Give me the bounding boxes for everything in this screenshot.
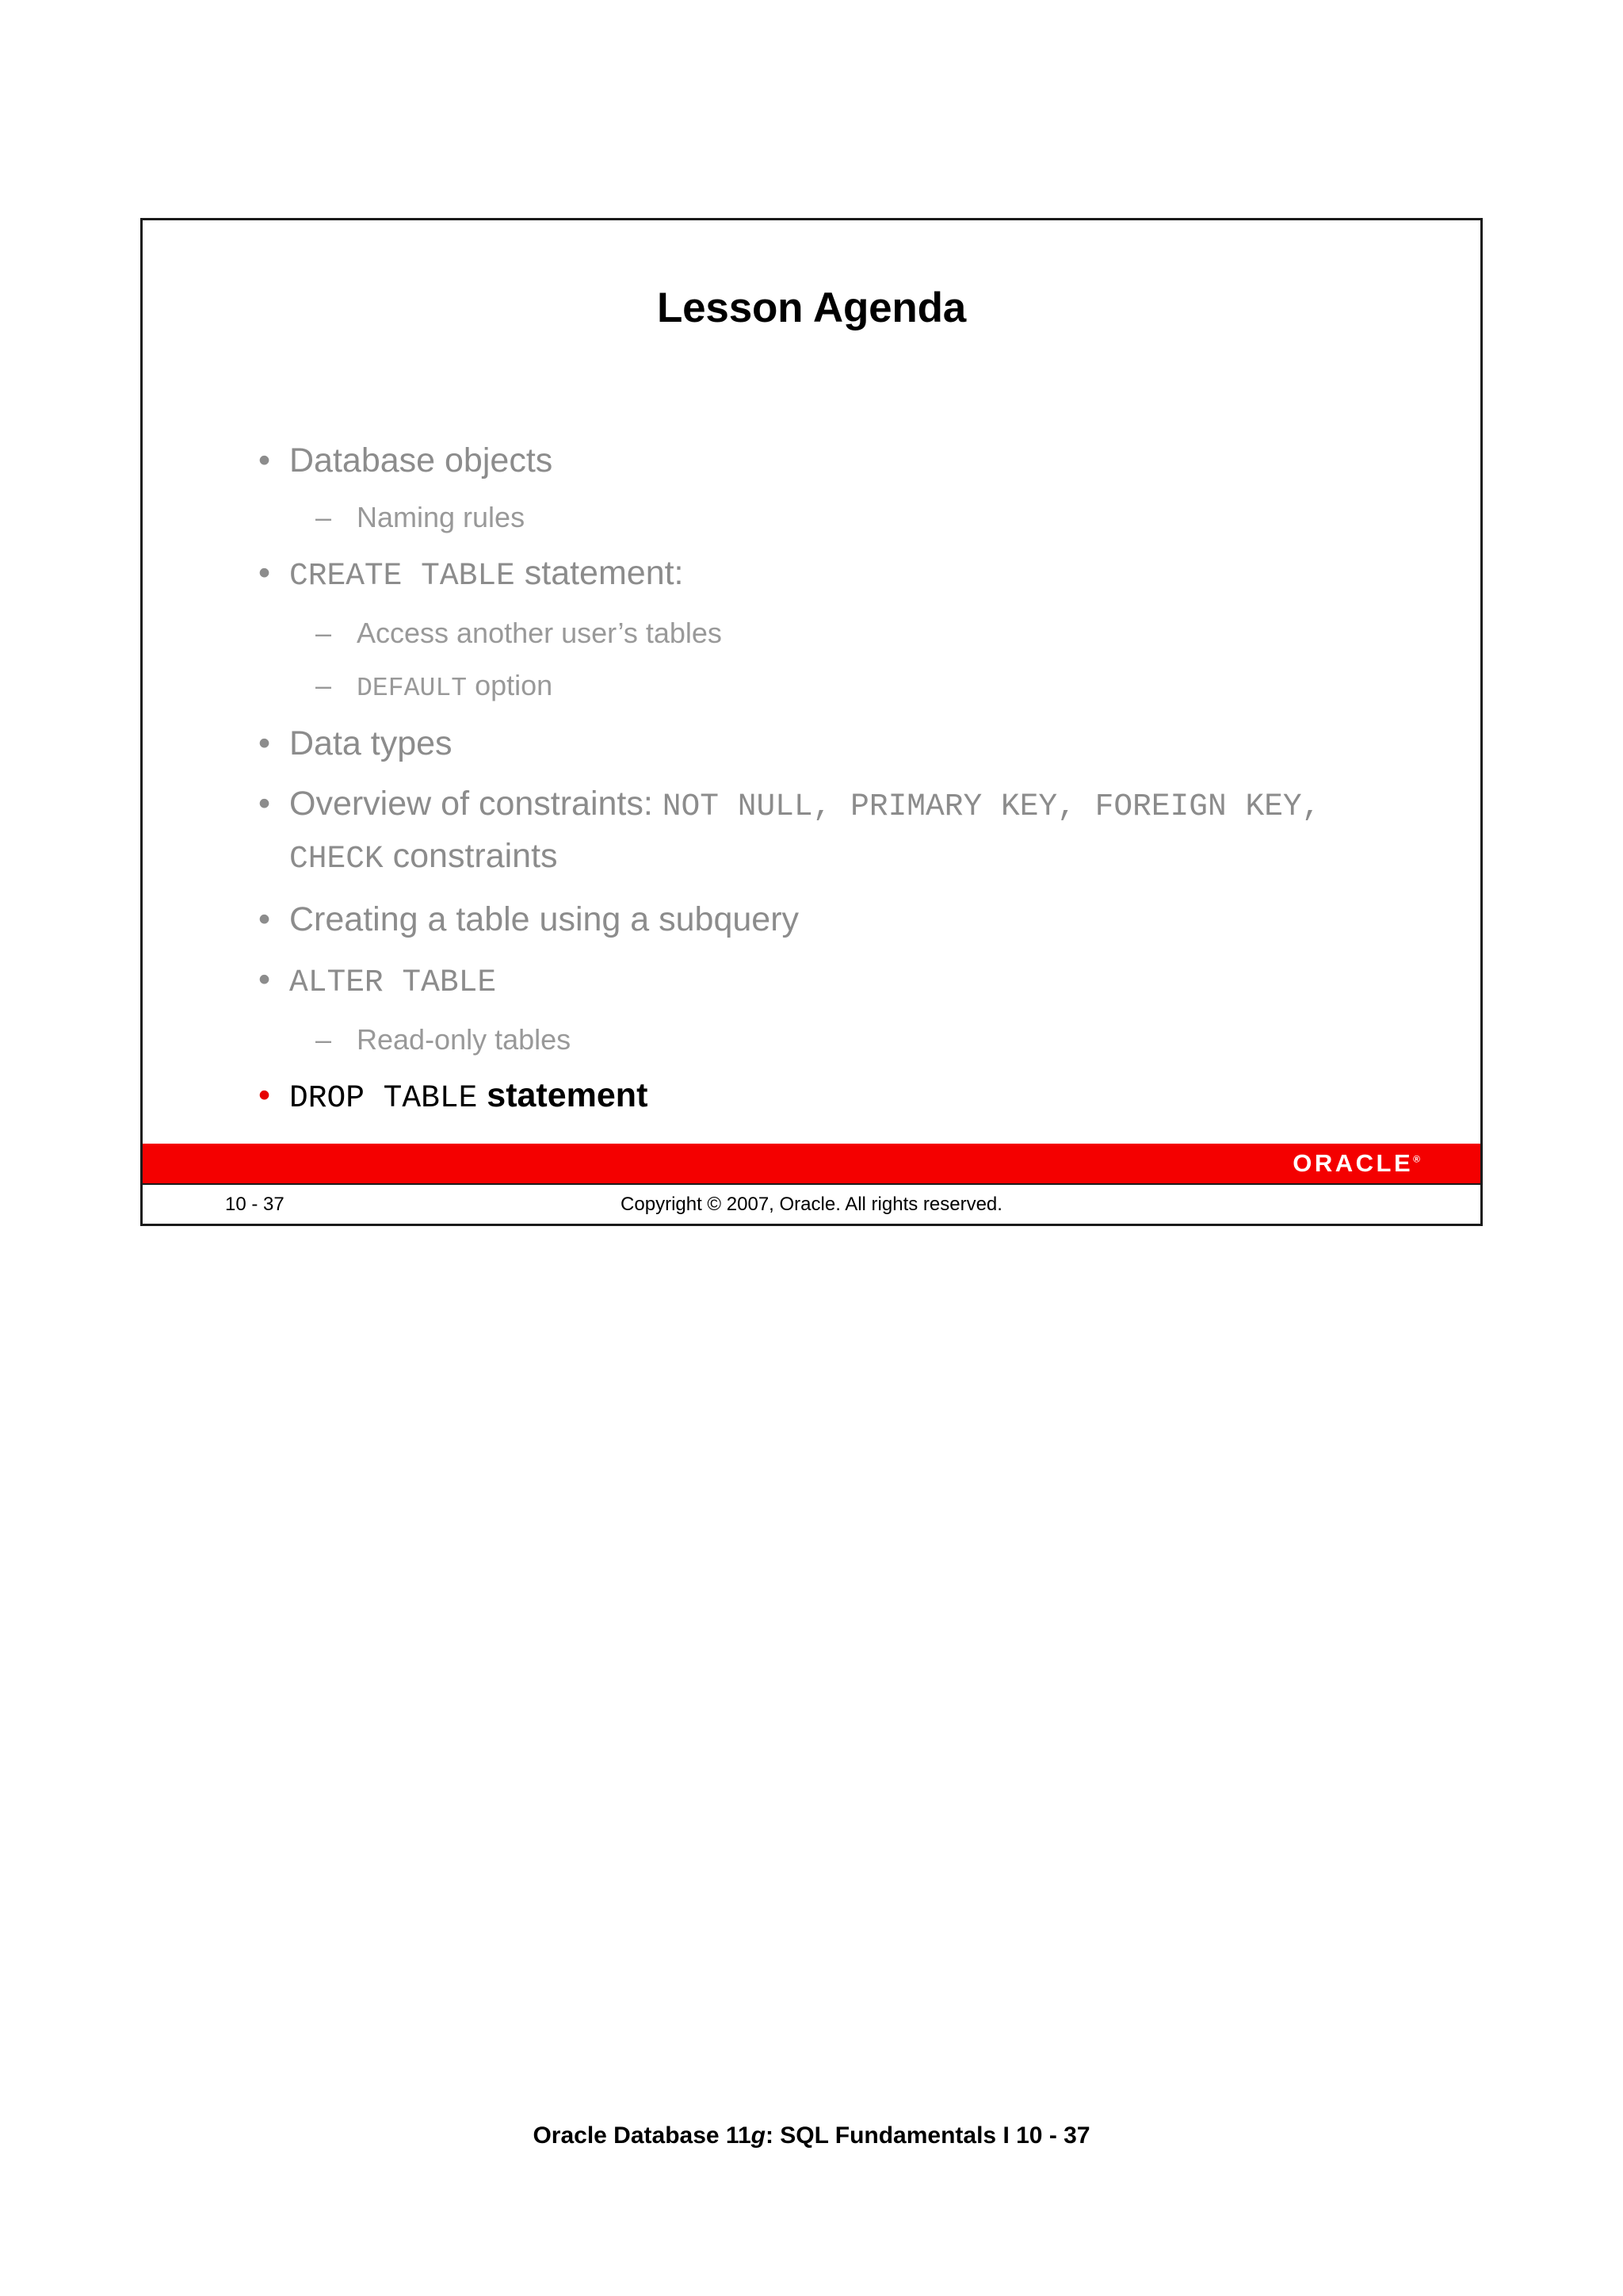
dot-bullet-icon: • bbox=[258, 554, 271, 592]
sql-keyword-text: DROP TABLE bbox=[289, 1080, 478, 1116]
dash-bullet-icon: – bbox=[315, 1023, 332, 1056]
agenda-text: Creating a table using a subquery bbox=[289, 900, 800, 938]
agenda-subitem bbox=[254, 612, 1403, 655]
dash-bullet-icon: – bbox=[315, 501, 332, 533]
agenda-subitem bbox=[254, 496, 1403, 539]
slide-title: Lesson Agenda bbox=[656, 285, 967, 331]
agenda-item bbox=[254, 955, 1403, 1007]
copyright-notice: Copyright © 2007, Oracle. All rights reserved. bbox=[621, 1194, 1002, 1215]
agenda-item bbox=[254, 436, 1403, 485]
agenda-text: Overview of constraints: bbox=[289, 785, 663, 823]
sql-keyword-text: CREATE TABLE bbox=[289, 558, 515, 594]
agenda-item bbox=[254, 548, 1403, 601]
agenda-list bbox=[254, 436, 1403, 1134]
oracle-brand-bar bbox=[143, 1144, 1480, 1183]
page-caption-suffix: : SQL Fundamentals I 10 - 37 bbox=[765, 2122, 1090, 2149]
dot-bullet-icon: • bbox=[258, 441, 271, 479]
agenda-text: option bbox=[467, 669, 553, 701]
agenda-text: Database objects bbox=[289, 441, 553, 479]
agenda-item bbox=[254, 895, 1403, 944]
agenda-text: constraints bbox=[383, 837, 558, 875]
agenda-text: Access another user’s tables bbox=[357, 617, 722, 649]
dot-bullet-icon: • bbox=[258, 900, 271, 938]
slide-page-number: 10 - 37 bbox=[225, 1194, 285, 1215]
sql-keyword-text: NOT NULL, PRIMARY KEY, FOREIGN KEY, CHECK bbox=[289, 789, 1321, 877]
sql-keyword-text: ALTER TABLE bbox=[289, 965, 497, 1000]
dash-bullet-icon: – bbox=[315, 669, 332, 701]
dot-bullet-icon: • bbox=[258, 724, 271, 762]
agenda-item bbox=[254, 719, 1403, 768]
dot-bullet-icon: • bbox=[258, 785, 271, 823]
dot-bullet-icon: • bbox=[258, 961, 271, 999]
sql-keyword-text: DEFAULT bbox=[357, 673, 468, 703]
dash-bullet-icon: – bbox=[315, 617, 332, 649]
page-caption-prefix: Oracle Database 11 bbox=[533, 2122, 751, 2149]
agenda-text: statement bbox=[477, 1076, 648, 1114]
agenda-text: Data types bbox=[289, 724, 453, 762]
oracle-logo bbox=[1293, 1149, 1420, 1178]
agenda-subitem bbox=[254, 664, 1403, 709]
agenda-text: statement: bbox=[514, 554, 684, 592]
agenda-item bbox=[254, 1071, 1403, 1123]
trademark-icon: ® bbox=[1413, 1153, 1420, 1165]
agenda-subitem bbox=[254, 1018, 1403, 1061]
agenda-text: Naming rules bbox=[357, 501, 525, 533]
page-caption-italic: g bbox=[750, 2122, 766, 2149]
agenda-text: Read-only tables bbox=[357, 1023, 571, 1056]
oracle-logo-text: ORACLE bbox=[1293, 1149, 1414, 1177]
presentation-slide bbox=[140, 218, 1483, 1226]
slide-footer bbox=[143, 1183, 1480, 1224]
dot-bullet-icon: • bbox=[258, 1076, 271, 1114]
page-caption bbox=[0, 2122, 1623, 2149]
agenda-item bbox=[254, 779, 1403, 884]
